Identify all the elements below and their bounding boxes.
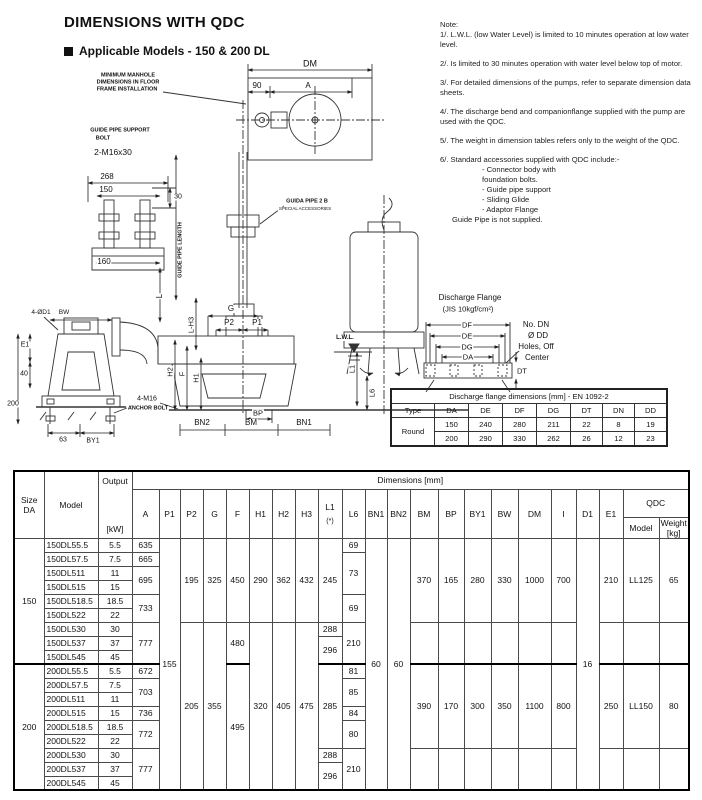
cell-a: 672	[132, 664, 159, 678]
cell-bn2: 60	[387, 538, 410, 790]
cell-f: 480	[226, 622, 249, 664]
cell-l1: 296	[318, 636, 342, 664]
cell-qdc_model: LL125	[623, 538, 659, 622]
cell-qdc_model	[623, 622, 659, 664]
drawing-label: 30	[174, 193, 182, 201]
drawing-label: DA	[462, 352, 474, 362]
flange-value-cell: 150	[435, 418, 469, 432]
cell-model: 150DL55.5	[44, 538, 98, 552]
cell-bp: 170	[438, 664, 464, 748]
drawing-label: H1	[191, 373, 201, 383]
cell-a: 777	[132, 622, 159, 664]
header-p2: P2	[180, 489, 203, 538]
header-dimensions-mm: Dimensions [mm]	[132, 471, 689, 489]
drawing-label: E1	[20, 341, 30, 349]
main-dimensions-table	[13, 470, 690, 791]
drawing-label: Ø DD	[528, 331, 548, 340]
drawing-label: L	[155, 293, 164, 299]
cell-bm: 390	[410, 664, 438, 748]
accessory-item: foundation bolts.	[482, 175, 538, 185]
drawing-label: BM	[245, 418, 257, 427]
cell-output: 22	[98, 608, 132, 622]
table-row	[391, 418, 667, 432]
drawing-label: DF	[462, 320, 472, 330]
drawing-label: L6	[367, 388, 377, 398]
cell-bp	[438, 748, 464, 790]
cell-output: 45	[98, 650, 132, 664]
cell-l6: 210	[342, 622, 365, 664]
drawing-label: P1	[252, 318, 262, 327]
note-paragraph: 5/. The weight in dimension tables refers only to the weight of the QDC.	[440, 136, 680, 146]
cell-h2: 405	[272, 622, 295, 790]
cell-e1: 210	[599, 538, 623, 622]
header-g: G	[203, 489, 226, 538]
drawing-label: DT	[517, 366, 527, 376]
header-l1: L1 (*)	[318, 489, 342, 538]
cell-e1: 250	[599, 664, 623, 748]
cell-dm	[518, 622, 551, 664]
cell-h1: 320	[249, 622, 272, 790]
cell-model: 150DL545	[44, 650, 98, 664]
flange-value-cell: 262	[537, 432, 571, 447]
cell-size-da: 200	[14, 664, 44, 790]
header-dm: DM	[518, 489, 551, 538]
flange-value-cell: 26	[571, 432, 603, 447]
accessory-item: - Guide pipe support	[482, 185, 551, 195]
cell-bp	[438, 622, 464, 664]
cell-model: 200DL545	[44, 776, 98, 790]
header-i: I	[551, 489, 576, 538]
cell-model: 150DL537	[44, 636, 98, 650]
accessory-item: - Adaptor Flange	[482, 205, 539, 215]
cell-output: 30	[98, 748, 132, 762]
cell-output: 37	[98, 636, 132, 650]
drawing-label: BN2	[194, 418, 210, 427]
flange-col-header: DF	[503, 404, 537, 418]
cell-l6: 81	[342, 664, 365, 678]
cell-qdc_weight	[659, 622, 689, 664]
note-footer: Guide Pipe is not supplied.	[452, 215, 543, 225]
cell-model: 150DL518.5	[44, 594, 98, 608]
drawing-label: 160	[97, 257, 111, 266]
flange-value-cell: 280	[503, 418, 537, 432]
flange-value-cell: 240	[469, 418, 503, 432]
cell-output: 18.5	[98, 594, 132, 608]
cell-bw	[491, 622, 518, 664]
cell-h3: 432	[295, 538, 318, 622]
cell-a: 733	[132, 594, 159, 622]
drawing-label: P2	[224, 318, 234, 327]
cell-l1: 296	[318, 762, 342, 790]
cell-l1: 285	[318, 664, 342, 748]
drawing-label: 200	[7, 400, 19, 408]
drawing-label: L-H3	[186, 316, 196, 334]
flange-value-cell: 200	[435, 432, 469, 447]
cell-model: 150DL515	[44, 580, 98, 594]
subtitle-text: Applicable Models - 150 & 200 DL	[79, 44, 270, 58]
cell-bn1: 60	[365, 538, 387, 790]
header-bn1: BN1	[365, 489, 387, 538]
header-bn2: BN2	[387, 489, 410, 538]
header-e1: E1	[599, 489, 623, 538]
drawing-label: DE	[461, 331, 473, 341]
cell-by1: 300	[464, 664, 491, 748]
cell-output: 22	[98, 734, 132, 748]
cell-p2: 205	[180, 622, 203, 790]
cell-a: 635	[132, 538, 159, 552]
drawing-label: Holes, Off	[518, 342, 554, 351]
cell-output: 15	[98, 706, 132, 720]
flange-value-cell: 12	[603, 432, 635, 447]
cell-h2: 362	[272, 538, 295, 622]
cell-l6: 69	[342, 594, 365, 622]
cell-model: 150DL57.5	[44, 552, 98, 566]
cell-i: 700	[551, 538, 576, 622]
cell-output: 5.5	[98, 538, 132, 552]
drawing-label: 2-M16x30	[94, 146, 132, 157]
flange-col-header: DG	[537, 404, 571, 418]
flange-value-cell: 8	[603, 418, 635, 432]
cell-a: 736	[132, 706, 159, 720]
drawing-label: No. DN	[522, 320, 550, 329]
drawing-label: F	[177, 371, 187, 377]
note-paragraph: 2/. Is limited to 30 minutes operation with water level below top of motor.	[440, 59, 683, 69]
cell-model: 200DL530	[44, 748, 98, 762]
cell-output: 15	[98, 580, 132, 594]
cell-l6: 80	[342, 720, 365, 748]
drawing-label: A	[305, 81, 311, 90]
cell-qdc_weight: 80	[659, 664, 689, 748]
cell-output: 11	[98, 566, 132, 580]
cell-a: 695	[132, 566, 159, 594]
drawing-label: DG	[461, 342, 473, 352]
cell-l1: 288	[318, 622, 342, 636]
cell-l6: 73	[342, 552, 365, 594]
cell-model: 200DL511	[44, 692, 98, 706]
header-model: Model	[44, 471, 98, 538]
notes-heading: Note:	[440, 20, 459, 29]
drawing-label: MINIMUM MANHOLE	[100, 72, 156, 79]
drawing-label: GUIDE PIPE SUPPORT	[90, 127, 150, 134]
cell-model: 200DL537	[44, 762, 98, 776]
cell-output: 18.5	[98, 720, 132, 734]
drawing-label: 90	[252, 81, 262, 90]
header-a: A	[132, 489, 159, 538]
header-output-kw: Output [kW]	[98, 471, 132, 538]
drawing-label: 150	[99, 185, 113, 194]
header-qdc-weight: Weight [kg]	[659, 517, 689, 538]
header-by1: BY1	[464, 489, 491, 538]
cell-model: 200DL522	[44, 734, 98, 748]
cell-bw: 330	[491, 538, 518, 622]
flange-value-cell: 330	[503, 432, 537, 447]
cell-dm: 1100	[518, 664, 551, 748]
drawing-label: Discharge Flange	[438, 293, 502, 302]
cell-a: 665	[132, 552, 159, 566]
flange-dimensions-table	[390, 388, 668, 447]
cell-f: 495	[226, 664, 249, 790]
flange-col-header: Type	[391, 404, 435, 418]
cell-qdc_model: LL150	[623, 664, 659, 748]
drawing-label: BW	[58, 308, 70, 316]
cell-l6: 84	[342, 706, 365, 720]
cell-bw	[491, 748, 518, 790]
header-h2: H2	[272, 489, 295, 538]
cell-model: 200DL515	[44, 706, 98, 720]
cell-size-da: 150	[14, 538, 44, 664]
cell-qdc_model	[623, 748, 659, 790]
cell-l6: 85	[342, 678, 365, 706]
flange-col-header: DA	[435, 404, 469, 418]
drawing-label: BOLT	[95, 135, 111, 142]
cell-model: 150DL522	[44, 608, 98, 622]
cell-bw: 350	[491, 664, 518, 748]
cell-model: 200DL55.5	[44, 664, 98, 678]
cell-i	[551, 622, 576, 664]
table-row	[14, 538, 689, 552]
header-d1: D1	[576, 489, 599, 538]
accessory-item: - Sliding Glide	[482, 195, 530, 205]
header-bm: BM	[410, 489, 438, 538]
cell-qdc_weight	[659, 748, 689, 790]
note-paragraph: 1/. L.W.L. (low Water Level) is limited to 10 minutes operation at low water level.	[440, 30, 689, 50]
drawing-label: GUIDA PIPE 2 B	[286, 198, 328, 205]
cell-h3: 475	[295, 622, 318, 790]
flange-value-cell: 290	[469, 432, 503, 447]
cell-dm: 1000	[518, 538, 551, 622]
cell-h1: 290	[249, 538, 272, 622]
cell-output: 37	[98, 762, 132, 776]
cell-p1: 155	[159, 538, 180, 790]
flange-col-header: DE	[469, 404, 503, 418]
header-qdc-model: Model	[623, 517, 659, 538]
drawing-label: DIMENSIONS IN FLOOR	[96, 79, 160, 86]
cell-output: 7.5	[98, 678, 132, 692]
cell-l1: 245	[318, 538, 342, 622]
header-qdc: QDC	[623, 489, 689, 517]
cell-output: 30	[98, 622, 132, 636]
drawing-label: 40	[20, 370, 28, 378]
drawing-label: SPECIAL ACCESSORIES	[278, 205, 332, 211]
drawing-label: DM	[303, 58, 317, 69]
drawing-label: BP	[252, 408, 264, 418]
cell-model: 150DL511	[44, 566, 98, 580]
cell-i	[551, 748, 576, 790]
header-size-da: Size DA	[14, 471, 44, 538]
drawing-label: H2	[165, 367, 175, 377]
accessory-item: - Connector body with	[482, 165, 556, 175]
cell-model: 200DL57.5	[44, 678, 98, 692]
flange-value-cell: 211	[537, 418, 571, 432]
cell-p2: 195	[180, 538, 203, 622]
cell-by1	[464, 622, 491, 664]
page-title: DIMENSIONS WITH QDC	[64, 14, 245, 31]
drawing-label: G	[227, 304, 235, 313]
header-f: F	[226, 489, 249, 538]
drawing-label: 268	[100, 172, 114, 181]
drawing-label: Center	[524, 353, 550, 362]
cell-qdc_weight: 65	[659, 538, 689, 622]
drawing-label: BY1	[86, 437, 100, 445]
cell-output: 45	[98, 776, 132, 790]
cell-i: 800	[551, 664, 576, 748]
drawing-label: L1	[347, 364, 357, 374]
cell-by1: 280	[464, 538, 491, 622]
flange-col-header: DT	[571, 404, 603, 418]
cell-model: 200DL518.5	[44, 720, 98, 734]
drawing-label: (JIS 10kgf/cm²)	[442, 304, 494, 314]
drawing-label: 4-M16	[137, 395, 157, 403]
cell-output: 7.5	[98, 552, 132, 566]
cell-output: 5.5	[98, 664, 132, 678]
cell-l6: 210	[342, 748, 365, 790]
cell-f: 450	[226, 538, 249, 622]
cell-model: 150DL530	[44, 622, 98, 636]
cell-a: 772	[132, 720, 159, 748]
header-bw: BW	[491, 489, 518, 538]
cell-bp: 165	[438, 538, 464, 622]
note-paragraph: 6/. Standard accessories supplied with QDC include:-	[440, 155, 620, 165]
cell-by1	[464, 748, 491, 790]
drawing-label: ANCHOR BOLT	[127, 405, 169, 412]
cell-l1: 288	[318, 748, 342, 762]
cell-bm	[410, 622, 438, 664]
flange-value-cell: 23	[635, 432, 668, 447]
cell-e1	[599, 748, 623, 790]
cell-a: 703	[132, 678, 159, 706]
cell-dm	[518, 748, 551, 790]
cell-a: 777	[132, 748, 159, 790]
cell-l6: 69	[342, 538, 365, 552]
drawing-label: GUIDE PIPE LENGTH	[177, 222, 184, 278]
cell-g: 325	[203, 538, 226, 622]
header-l6: L6	[342, 489, 365, 538]
header-h3: H3	[295, 489, 318, 538]
cell-output: 11	[98, 692, 132, 706]
flange-table-caption: Discharge flange dimensions [mm] - EN 1092-2	[391, 389, 667, 404]
cell-d1: 16	[576, 538, 599, 790]
drawing-label: FRAME INSTALLATION	[96, 86, 158, 93]
header-bp: BP	[438, 489, 464, 538]
flange-value-cell: 22	[571, 418, 603, 432]
header-h1: H1	[249, 489, 272, 538]
note-paragraph: 3/. For detailed dimensions of the pumps, refer to separate dimension data sheets.	[440, 78, 691, 98]
flange-value-cell: 19	[635, 418, 668, 432]
flange-col-header: DN	[603, 404, 635, 418]
drawing-label: 4-ØD1	[31, 308, 51, 316]
drawing-label: L.W.L.	[336, 335, 354, 341]
cell-bm	[410, 748, 438, 790]
flange-type-cell: Round	[391, 418, 435, 447]
flange-col-header: DD	[635, 404, 668, 418]
drawing-label: BN1	[296, 418, 312, 427]
cell-e1	[599, 622, 623, 664]
drawing-label: 63	[59, 436, 67, 444]
cell-bm: 370	[410, 538, 438, 622]
header-p1: P1	[159, 489, 180, 538]
cell-g: 355	[203, 622, 226, 790]
note-paragraph: 4/. The discharge bend and companionflange supplied with the pump are used with the QDC.	[440, 107, 686, 127]
